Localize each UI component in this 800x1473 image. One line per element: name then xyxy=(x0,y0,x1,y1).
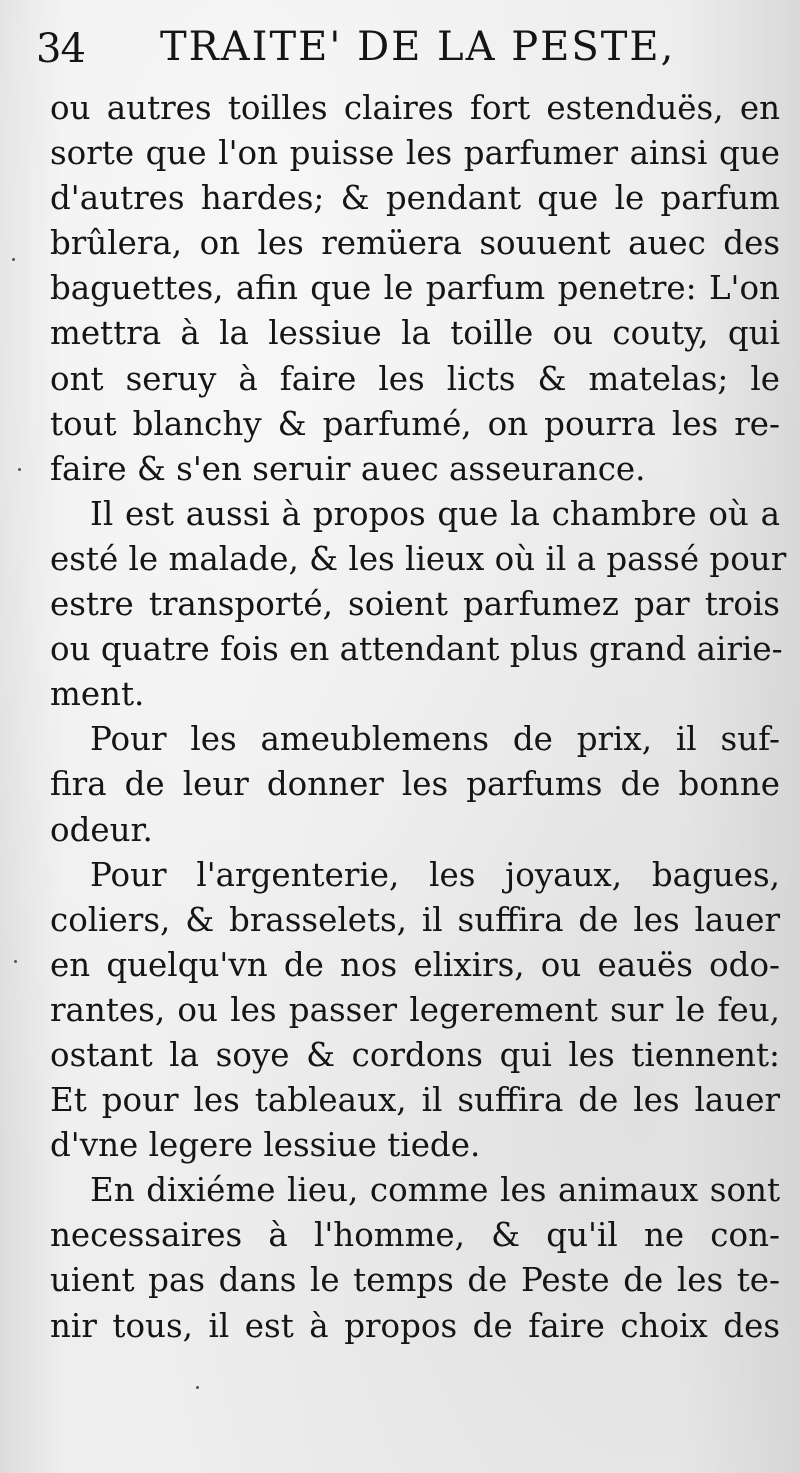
body-text xyxy=(50,86,787,1349)
text-line: estre transporté, soient parfumez par trois xyxy=(50,585,780,624)
ink-speck xyxy=(196,1386,199,1389)
ink-speck xyxy=(14,960,17,963)
text-line: necessaires à l'homme, & qu'il ne con- xyxy=(50,1216,780,1255)
ink-speck xyxy=(18,468,21,471)
text-line: d'vne legere lessiue tiede. xyxy=(50,1126,481,1165)
paragraph-first-line: Il est aussi à propos que la chambre où a xyxy=(90,494,780,533)
paragraph-first-line: Pour les ameublemens de prix, il suf- xyxy=(90,720,780,759)
text-line: uient pas dans le temps de Peste de les te- xyxy=(50,1261,780,1300)
page-header xyxy=(36,14,760,84)
text-line: brûlera, on les remüera souuent auec des xyxy=(50,224,780,263)
text-line: sorte que l'on puisse les parfumer ainsi que xyxy=(50,134,780,173)
text-line: ont seruy à faire les licts & matelas; le xyxy=(50,359,780,398)
text-line: coliers, & brasselets, il suffira de les lauer xyxy=(50,900,780,939)
text-line: baguettes, afin que le parfum penetre: L'on xyxy=(50,269,780,308)
ink-speck xyxy=(12,258,15,261)
page-number: 34 xyxy=(36,26,85,72)
text-line: esté le malade, & les lieux où il a passé pour xyxy=(50,539,787,578)
text-line: ostant la soye & cordons qui les tiennent: xyxy=(50,1035,780,1074)
paragraph-first-line: En dixiéme lieu, comme les animaux sont xyxy=(90,1171,780,1210)
text-line: odeur. xyxy=(50,810,153,849)
text-line: ou quatre fois en attendant plus grand airie- xyxy=(50,630,783,669)
text-line: tout blanchy & parfumé, on pourra les re- xyxy=(50,404,780,443)
text-line: mettra à la lessiue la toille ou couty, qui xyxy=(50,314,780,353)
text-line: ment. xyxy=(50,675,145,714)
running-title: TRAITE' DE LA PESTE, xyxy=(160,24,676,70)
text-line: nir tous, il est à propos de faire choix des xyxy=(50,1306,780,1345)
text-line: rantes, ou les passer legerement sur le feu, xyxy=(50,990,780,1029)
text-line: faire & s'en seruir auec asseurance. xyxy=(50,449,646,488)
text-line: ou autres toilles claires fort estenduës, en xyxy=(50,89,780,127)
text-line: Et pour les tableaux, il suffira de les lauer xyxy=(50,1081,780,1120)
text-line: fira de leur donner les parfums de bonne xyxy=(50,765,780,804)
text-line: d'autres hardes; & pendant que le parfum xyxy=(50,179,780,218)
paragraph-first-line: Pour l'argenterie, les joyaux, bagues, xyxy=(90,855,780,894)
text-line: en quelqu'vn de nos elixirs, ou eauës odo- xyxy=(50,945,780,984)
